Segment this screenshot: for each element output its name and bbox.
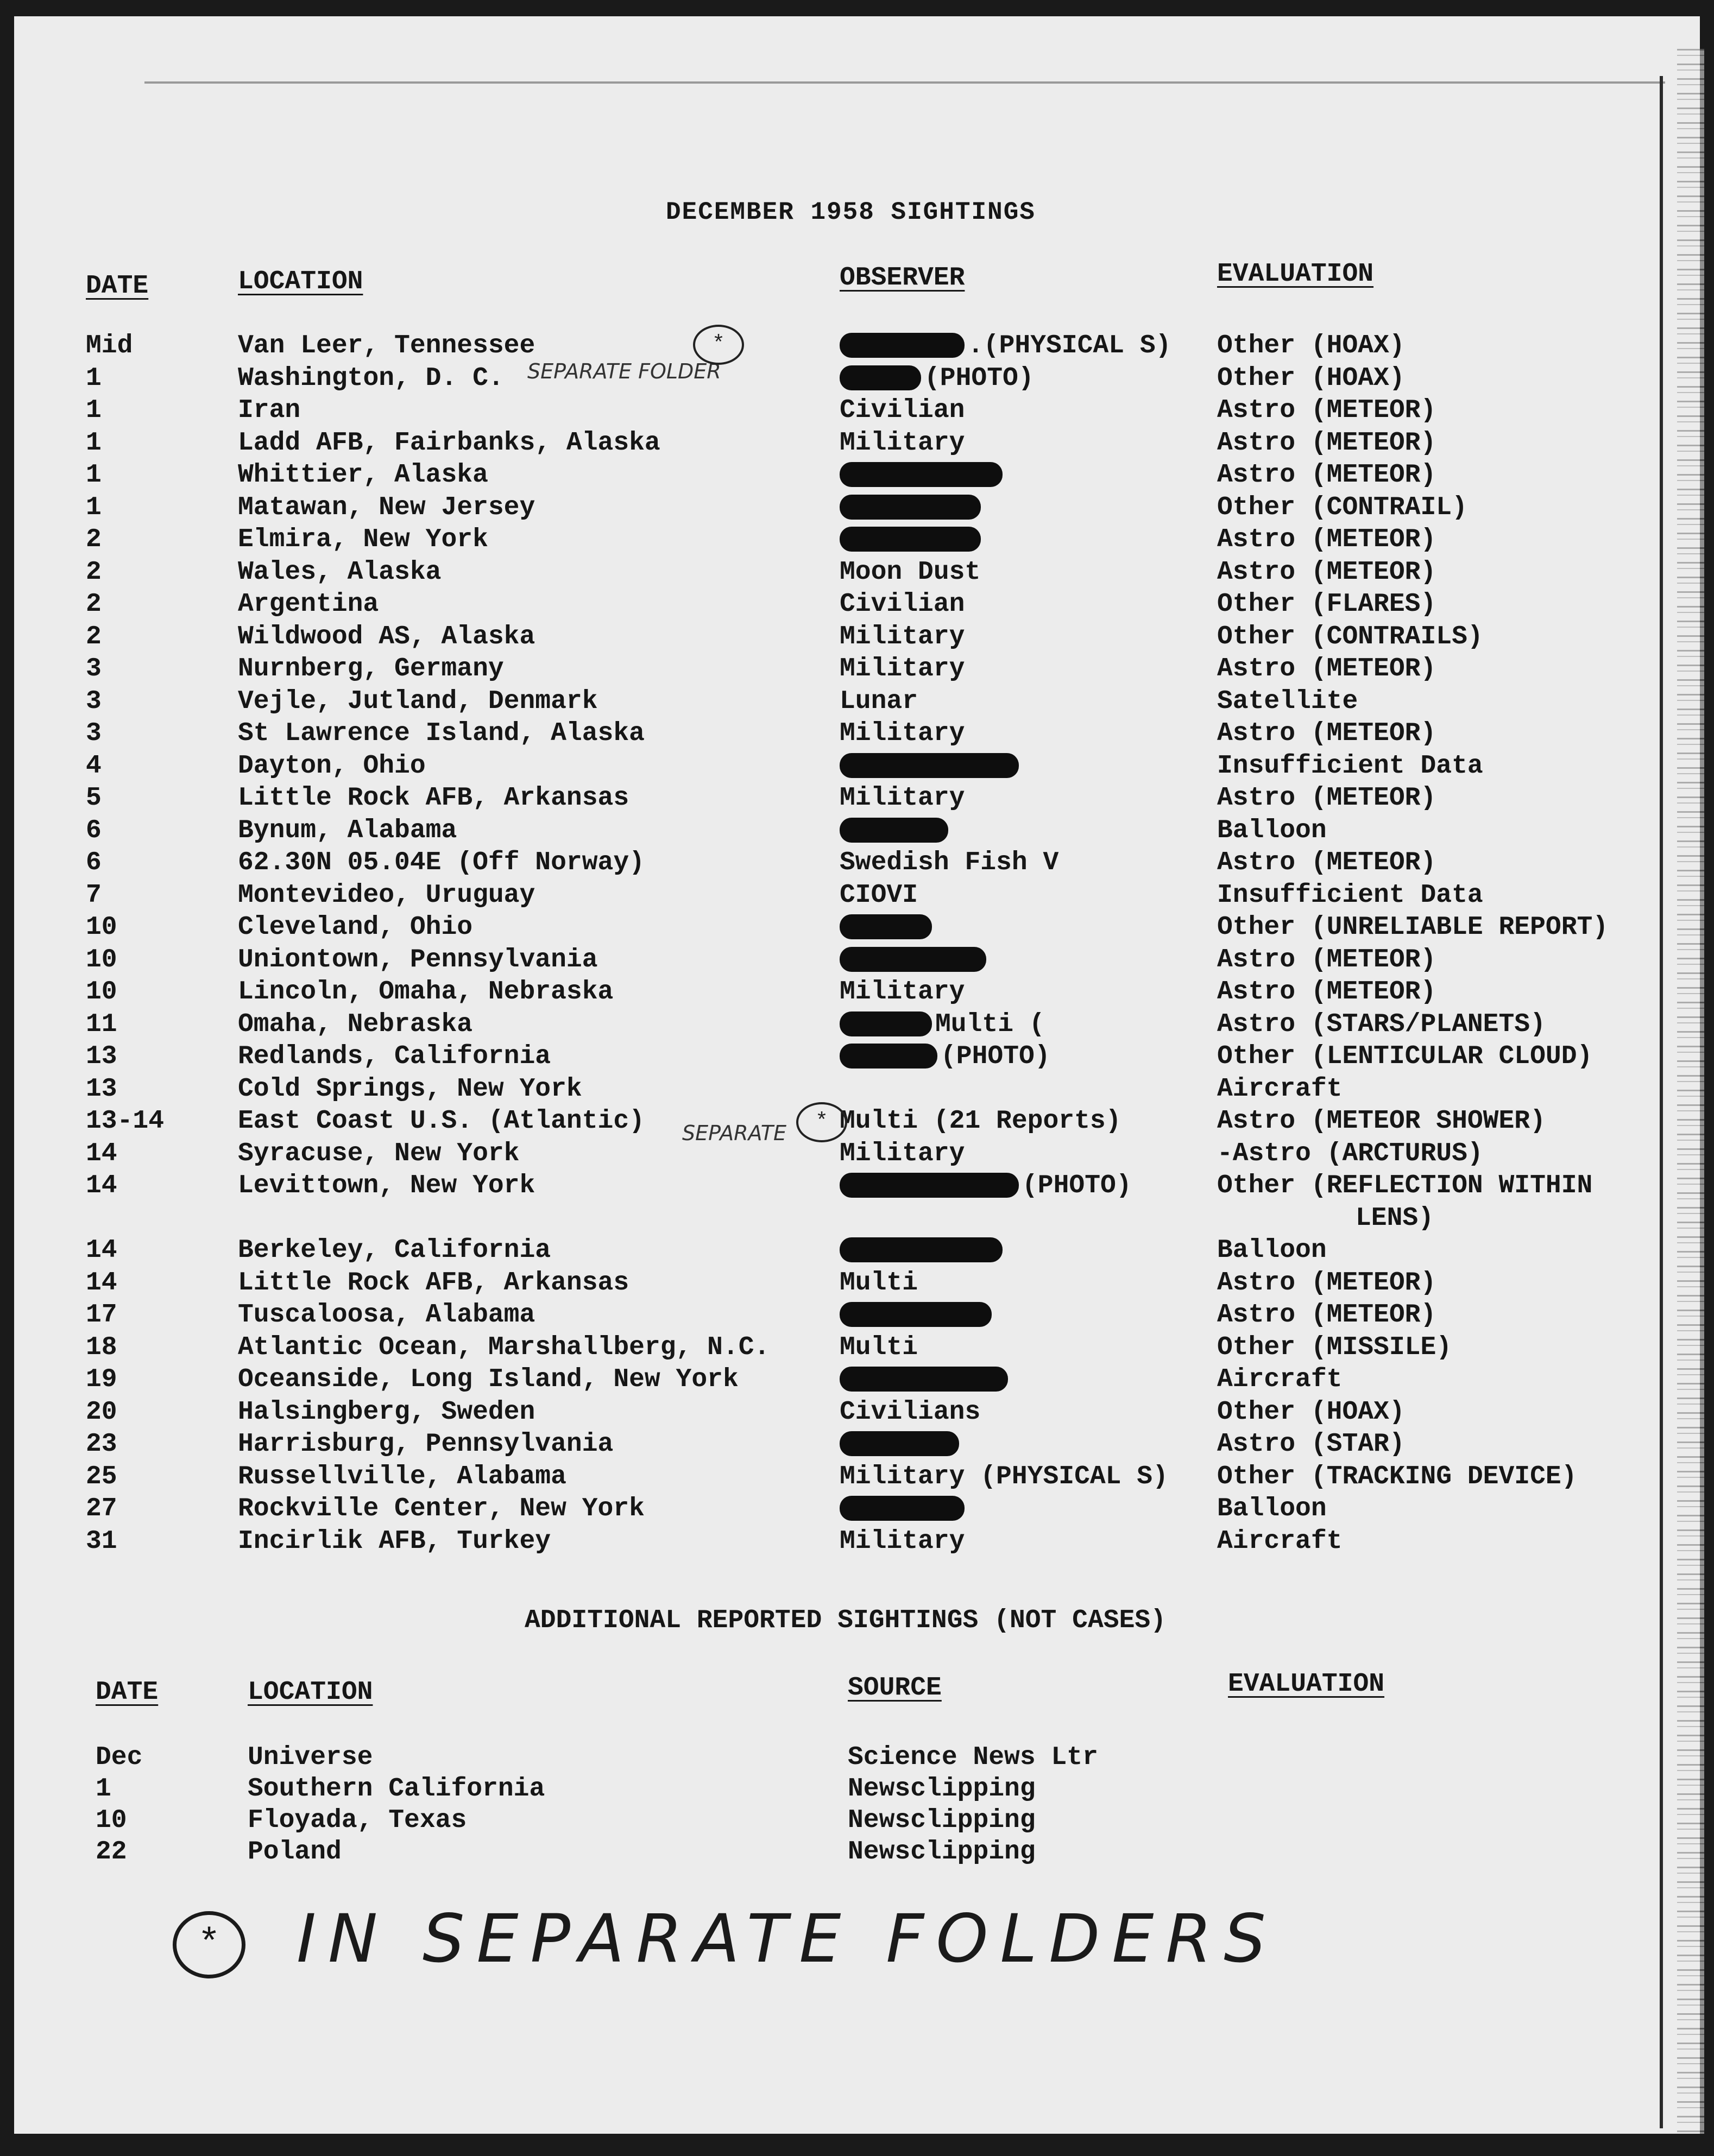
row-location: Little Rock AFB, Arkansas [238, 1268, 629, 1298]
row-date: 13 [86, 1042, 117, 1071]
row-observer [840, 1010, 1045, 1039]
row-evaluation: Astro (METEOR) [1217, 460, 1436, 490]
redaction-mark [840, 527, 981, 552]
row-observer [840, 364, 1034, 393]
header-location: LOCATION [238, 267, 363, 296]
row-evaluation: Other (HOAX) [1217, 363, 1405, 393]
row-evaluation: Astro (STARS/PLANETS) [1217, 1009, 1546, 1039]
row-date: 14 [86, 1236, 117, 1265]
row-location: Cleveland, Ohio [238, 913, 473, 942]
row-location: Atlantic Ocean, Marshallberg, N.C. [238, 1332, 770, 1362]
row-evaluation: Astro (METEOR) [1217, 654, 1436, 684]
separate-note-eastcoast: SEPARATE [682, 1121, 787, 1145]
table-row [14, 848, 1700, 881]
table-row [14, 816, 1700, 849]
redaction-mark [840, 1302, 992, 1327]
row-date: 14 [86, 1171, 117, 1200]
row-observer: Civilian [840, 590, 965, 619]
row-evaluation: Balloon [1217, 815, 1327, 845]
row-location: Redlands, California [238, 1042, 551, 1071]
row-location: 62.30N 05.04E (Off Norway) [238, 848, 645, 877]
top-rule [144, 81, 1665, 84]
row-date: 1 [86, 363, 102, 393]
row-location: Nurnberg, Germany [238, 654, 504, 684]
table-row [14, 945, 1700, 978]
table-row [14, 1300, 1700, 1333]
row-location: Washington, D. C. [238, 363, 504, 393]
row-date: 10 [86, 913, 117, 942]
row-evaluation: Astro (METEOR) [1217, 1268, 1436, 1298]
table-row [14, 1430, 1700, 1462]
additional-row [14, 1743, 1700, 1775]
row-observer: Civilian [840, 396, 965, 425]
redaction-mark [840, 1237, 1003, 1262]
row-evaluation: Astro (METEOR) [1217, 428, 1436, 458]
additional-row [14, 1774, 1700, 1807]
row-date: 1 [96, 1774, 111, 1804]
row-observer: Military [840, 783, 965, 813]
header-observer: OBSERVER [840, 263, 965, 293]
row-location: Harrisburg, Pennsylvania [238, 1430, 614, 1459]
row-observer [840, 816, 951, 845]
table-row [14, 977, 1700, 1010]
row-observer: CIOVI [840, 880, 918, 910]
row-evaluation: Astro (METEOR) [1217, 783, 1436, 813]
row-location: Little Rock AFB, Arkansas [238, 783, 629, 813]
row-location: Vejle, Jutland, Denmark [238, 686, 598, 716]
row-observer [840, 460, 1006, 490]
row-evaluation: Other (UNRELIABLE REPORT) [1217, 913, 1609, 942]
row-location: Ladd AFB, Fairbanks, Alaska [238, 428, 660, 458]
table-row [14, 622, 1700, 655]
table-row [14, 751, 1700, 784]
additional-row [14, 1806, 1700, 1838]
row-date: Mid [86, 331, 133, 361]
row-location: Whittier, Alaska [238, 460, 488, 490]
handwritten-asterisk-circle: * [173, 1911, 245, 1978]
redaction-mark [840, 818, 948, 843]
row-date: 1 [86, 460, 102, 490]
row-date: 4 [86, 751, 102, 781]
redaction-mark [840, 753, 1019, 778]
redaction-mark [840, 947, 986, 972]
row-source: Science News Ltr [848, 1743, 1098, 1772]
table-row [14, 1010, 1700, 1042]
row-location: Syracuse, New York [238, 1139, 520, 1168]
table-row [14, 783, 1700, 816]
row-date: 17 [86, 1300, 117, 1330]
row-observer [840, 945, 990, 975]
row-date: 19 [86, 1365, 117, 1394]
row-observer [840, 525, 984, 554]
row-date: 31 [86, 1526, 117, 1556]
row-evaluation: Other (HOAX) [1217, 331, 1405, 361]
row-location: Oceanside, Long Island, New York [238, 1365, 739, 1394]
row-location: Rockville Center, New York [238, 1494, 645, 1523]
asterisk-circle-vanleer: * [693, 325, 744, 365]
row-evaluation: Other (REFLECTION WITHIN [1217, 1171, 1593, 1200]
row-date: 18 [86, 1332, 117, 1362]
row-evaluation: Insufficient Data [1217, 880, 1483, 910]
row-evaluation: Other (CONTRAILS) [1217, 622, 1483, 652]
row-date: Dec [96, 1743, 143, 1772]
row-evaluation: Other (CONTRAIL) [1217, 492, 1467, 522]
row-observer: Multi (21 Reports) [840, 1107, 1121, 1136]
row-observer: Military [840, 977, 965, 1007]
table-row [14, 1365, 1700, 1398]
row-observer [840, 1365, 1011, 1394]
row-observer [840, 1236, 1006, 1265]
row-evaluation: -Astro (ARCTURUS) [1217, 1139, 1483, 1168]
table-row [14, 719, 1700, 751]
table-row [14, 1139, 1700, 1172]
row-evaluation: Other (HOAX) [1217, 1397, 1405, 1427]
row-date: 3 [86, 654, 102, 684]
row-observer [840, 493, 984, 522]
row-evaluation: Astro (STAR) [1217, 1430, 1405, 1459]
row-location: Bynum, Alabama [238, 815, 457, 845]
row-location: Argentina [238, 590, 379, 619]
row-date: 2 [86, 525, 102, 554]
table-row [14, 1462, 1700, 1495]
redaction-mark [840, 1496, 965, 1521]
row-location: Russellville, Alabama [238, 1462, 566, 1491]
row-observer [840, 1042, 1050, 1071]
row-observer [840, 331, 1171, 361]
row-location: Van Leer, Tennessee [238, 331, 535, 361]
additional-title: ADDITIONAL REPORTED SIGHTINGS (NOT CASES) [525, 1606, 1166, 1635]
row-date: 13 [86, 1074, 117, 1104]
row-observer [840, 913, 935, 942]
row-observer: Military [840, 719, 965, 748]
table-row [14, 590, 1700, 622]
row-observer: Military [840, 654, 965, 684]
row-observer: Civilians [840, 1397, 981, 1427]
row-date: 10 [96, 1806, 127, 1835]
row-location: Halsingberg, Sweden [238, 1397, 535, 1427]
row-observer [840, 1494, 968, 1523]
page-title: DECEMBER 1958 SIGHTINGS [666, 198, 1036, 226]
row-observer: Multi [840, 1268, 918, 1298]
table-row [14, 654, 1700, 687]
row-date: 1 [86, 428, 102, 458]
row-date: 22 [96, 1837, 127, 1867]
row-observer [840, 751, 1022, 781]
row-evaluation: Astro (METEOR) [1217, 557, 1436, 587]
row-observer: Military [840, 428, 965, 458]
row-evaluation: Other (LENTICULAR CLOUD) [1217, 1042, 1593, 1071]
row-location: Floyada, Texas [248, 1806, 467, 1835]
row-location: Poland [248, 1837, 342, 1867]
row-date: 1 [86, 492, 102, 522]
row-evaluation: Astro (METEOR) [1217, 1300, 1436, 1330]
observer-text: .(PHYSICAL S) [968, 331, 1171, 361]
table-row [14, 1236, 1700, 1268]
row-observer: Military [840, 622, 965, 652]
row-evaluation: Satellite [1217, 686, 1358, 716]
table-row [14, 1333, 1700, 1365]
row-evaluation: Other (FLARES) [1217, 590, 1436, 619]
document-page [14, 16, 1700, 2134]
row-location: Wales, Alaska [238, 557, 442, 587]
table-row [14, 1398, 1700, 1430]
row-evaluation: Aircraft [1217, 1526, 1343, 1556]
row-observer [840, 1300, 995, 1330]
row-location: Iran [238, 396, 301, 425]
row-location: Levittown, New York [238, 1171, 535, 1200]
row-evaluation: Astro (METEOR) [1217, 719, 1436, 748]
row-evaluation: Balloon [1217, 1236, 1327, 1265]
row-observer: Moon Dust [840, 557, 981, 587]
row-evaluation: Insufficient Data [1217, 751, 1483, 781]
row-location: Elmira, New York [238, 525, 488, 554]
row-location: Omaha, Nebraska [238, 1009, 473, 1039]
row-location: East Coast U.S. (Atlantic) [238, 1107, 645, 1136]
header-evaluation: EVALUATION [1217, 260, 1374, 289]
row-location: Tuscaloosa, Alabama [238, 1300, 535, 1330]
row-evaluation: Other (MISSILE) [1217, 1332, 1452, 1362]
row-evaluation: Astro (METEOR) [1217, 525, 1436, 554]
observer-text: (PHOTO) [941, 1042, 1050, 1071]
row-date: 11 [86, 1009, 117, 1039]
additional-header-evaluation: EVALUATION [1228, 1670, 1385, 1699]
row-date: 10 [86, 977, 117, 1007]
row-location: Berkeley, California [238, 1236, 551, 1265]
row-location: Dayton, Ohio [238, 751, 426, 781]
additional-header-date: DATE [96, 1678, 159, 1707]
row-evaluation: Astro (METEOR SHOWER) [1217, 1107, 1546, 1136]
redaction-mark [840, 365, 921, 390]
header-date: DATE [86, 271, 149, 301]
row-location: Cold Springs, New York [238, 1074, 582, 1104]
table-row [14, 913, 1700, 945]
observer-text: (PHOTO) [1022, 1171, 1132, 1200]
row-source: Newsclipping [848, 1774, 1036, 1804]
row-observer: Military (PHYSICAL S) [840, 1462, 1168, 1491]
table-row [14, 1107, 1700, 1139]
table-row [14, 687, 1700, 719]
row-date: 23 [86, 1430, 117, 1459]
table-row [14, 396, 1700, 428]
table-row [14, 525, 1700, 558]
row-location: St Lawrence Island, Alaska [238, 719, 645, 748]
table-row [14, 1494, 1700, 1527]
table-row [14, 1171, 1700, 1204]
row-location: Uniontown, Pennsylvania [238, 945, 598, 975]
redaction-mark [840, 462, 1003, 487]
redaction-mark [840, 1011, 932, 1036]
row-date: 7 [86, 880, 102, 910]
row-date: 20 [86, 1397, 117, 1427]
additional-row [14, 1837, 1700, 1870]
redaction-mark [840, 1044, 937, 1068]
table-row [14, 1074, 1700, 1107]
redaction-mark [840, 495, 981, 520]
table-row [14, 881, 1700, 913]
observer-text: Multi ( [935, 1009, 1045, 1039]
row-location: Lincoln, Omaha, Nebraska [238, 977, 614, 1007]
row-date: 2 [86, 590, 102, 619]
row-observer: Multi [840, 1332, 918, 1362]
row-evaluation: LENS) [1356, 1203, 1434, 1233]
redaction-mark [840, 1173, 1019, 1198]
row-evaluation: Astro (METEOR) [1217, 977, 1436, 1007]
row-evaluation: Aircraft [1217, 1365, 1343, 1394]
row-evaluation: Aircraft [1217, 1074, 1343, 1104]
redaction-mark [840, 914, 932, 939]
separate-folder-note: SEPARATE FOLDER [527, 359, 721, 383]
row-date: 14 [86, 1268, 117, 1298]
table-row [14, 1527, 1700, 1559]
row-date: 2 [86, 557, 102, 587]
table-row [14, 428, 1700, 461]
table-row [14, 493, 1700, 526]
row-date: 14 [86, 1139, 117, 1168]
additional-header-location: LOCATION [248, 1678, 373, 1707]
row-date: 6 [86, 848, 102, 877]
row-evaluation: Balloon [1217, 1494, 1327, 1523]
row-evaluation: Other (TRACKING DEVICE) [1217, 1462, 1577, 1491]
row-date: 5 [86, 783, 102, 813]
table-row [14, 1042, 1700, 1074]
handwritten-note: IN SEPARATE FOLDERS [297, 1900, 1278, 1977]
table-row [14, 1204, 1700, 1236]
redaction-mark [840, 1431, 959, 1456]
table-row [14, 364, 1700, 396]
row-date: 10 [86, 945, 117, 975]
redaction-mark [840, 333, 965, 358]
row-observer: Military [840, 1139, 965, 1168]
row-observer: Military [840, 1526, 965, 1556]
row-date: 3 [86, 686, 102, 716]
additional-header-source: SOURCE [848, 1673, 942, 1703]
row-date: 25 [86, 1462, 117, 1491]
row-date: 1 [86, 396, 102, 425]
redaction-mark [840, 1367, 1008, 1392]
row-observer: Lunar [840, 686, 918, 716]
row-date: 27 [86, 1494, 117, 1523]
row-location: Universe [248, 1743, 373, 1772]
row-date: 6 [86, 815, 102, 845]
row-location: Southern California [248, 1774, 545, 1804]
row-date: 13-14 [86, 1107, 165, 1136]
row-evaluation: Astro (METEOR) [1217, 945, 1436, 975]
row-observer [840, 1171, 1132, 1200]
row-source: Newsclipping [848, 1806, 1036, 1835]
row-location: Matawan, New Jersey [238, 492, 535, 522]
row-date: 2 [86, 622, 102, 652]
row-source: Newsclipping [848, 1837, 1036, 1867]
row-date: 3 [86, 719, 102, 748]
row-evaluation: Astro (METEOR) [1217, 396, 1436, 425]
observer-text: (PHOTO) [924, 363, 1034, 393]
table-row [14, 558, 1700, 590]
row-location: Wildwood AS, Alaska [238, 622, 535, 652]
table-row [14, 1268, 1700, 1301]
table-row [14, 460, 1700, 493]
row-observer: Swedish Fish V [840, 848, 1059, 877]
row-observer [840, 1430, 962, 1459]
row-location: Incirlik AFB, Turkey [238, 1526, 551, 1556]
row-location: Montevideo, Uruguay [238, 880, 535, 910]
row-evaluation: Astro (METEOR) [1217, 848, 1436, 877]
table-row [14, 331, 1700, 364]
asterisk-circle-eastcoast: * [796, 1102, 847, 1142]
